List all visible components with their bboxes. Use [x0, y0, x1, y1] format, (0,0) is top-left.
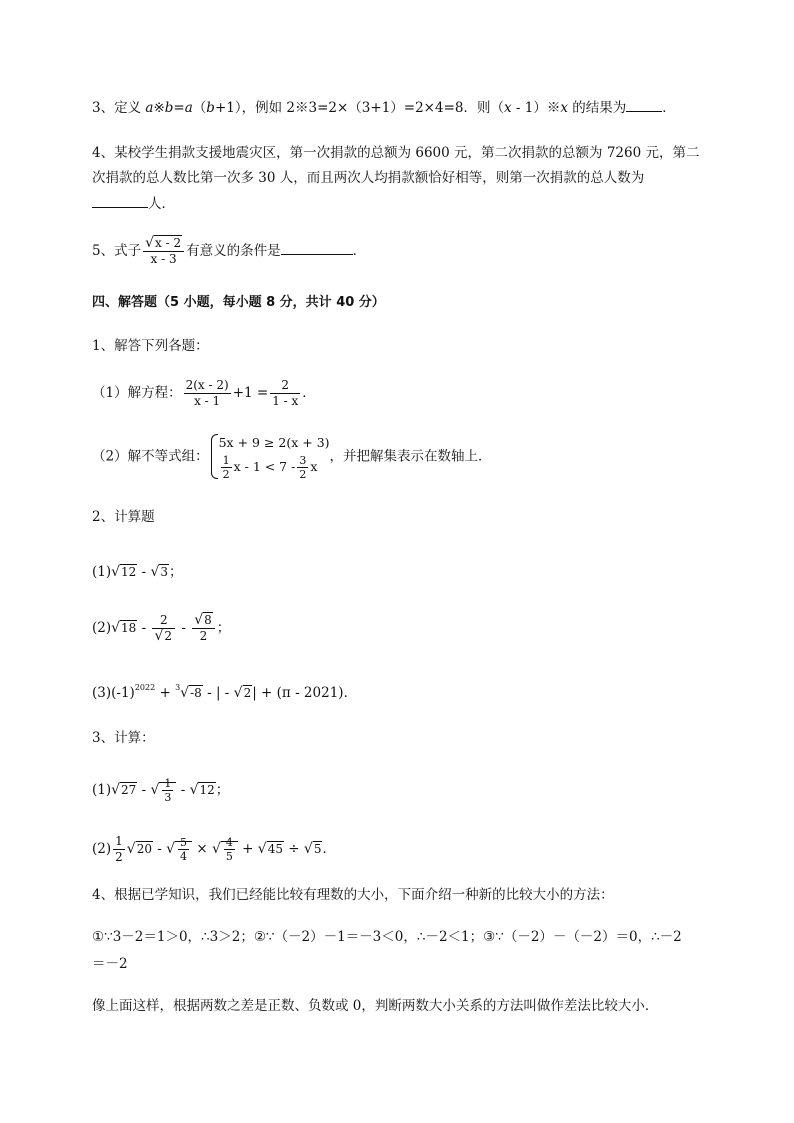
p2-3-radicand: -8	[190, 686, 202, 700]
q5-end: ．	[352, 243, 367, 259]
q3-answer-blank[interactable]	[626, 99, 662, 112]
question-5	[92, 236, 366, 267]
p2-3-exponent: 2022	[134, 683, 156, 692]
p3-2-half-num: 1	[115, 834, 123, 848]
p2-2-num-1: 2	[152, 613, 175, 629]
row2-end: x	[310, 459, 318, 474]
q3-var-x: x	[560, 100, 568, 116]
question-3	[92, 98, 676, 118]
p2-3-plus: +	[155, 685, 176, 701]
p3-2-half-den: 2	[115, 850, 123, 864]
problem-4-line-3: ＝－2	[92, 956, 128, 972]
p3-1-label: (1)	[92, 782, 112, 798]
p1a-num-2: 2	[270, 378, 300, 394]
q3-text-3: - 1）※	[511, 100, 561, 116]
problem-4-line-2: ①∵3－2＝1＞0，∴3＞2；②∵（－2）－1＝－3＜0，∴－2＜1；③∵（－2）－（－2）＝0，∴－2	[92, 929, 682, 945]
problem-2-item-1: (1)√12 - √3；	[92, 564, 183, 580]
q5-answer-blank[interactable]	[281, 242, 353, 255]
p2-2-end: ；	[216, 620, 231, 636]
p3-1-end: ；	[215, 782, 230, 798]
q3-number: 3、	[92, 100, 115, 116]
q4-line-1: 4、某校学生捐款支援地震灾区，第一次捐款的总额为 6600 元，第二次捐款的总额为 7260 元，第二	[92, 145, 700, 161]
p3-2-radicand-5: 5	[313, 842, 322, 856]
problem-4-head: 4、根据已学知识，我们已经能比较有理数的大小，下面介绍一种新的比较大小的方法：	[92, 887, 614, 903]
q3-plus: +1），	[214, 100, 256, 116]
p2-2-label: (2)	[92, 620, 112, 636]
p3-1-frac	[162, 777, 173, 804]
p3-1-radicand-1: 27	[121, 783, 137, 797]
problem-3-head: 3、计算：	[92, 730, 155, 746]
p3-2-plus: +	[237, 841, 258, 857]
p1a-num-1: 2(x - 2)	[185, 378, 229, 392]
p3-2-frac-3	[224, 836, 235, 863]
p3-1-minus: -	[137, 782, 151, 798]
p3-1-num: 1	[164, 777, 172, 790]
p2-1-end: ；	[169, 564, 183, 580]
q5-fraction: $\frac{√x - 2}{x - 3}$	[143, 236, 184, 267]
p3-2-num-3: 4	[225, 836, 233, 849]
p2-3-radicand-2: 2	[243, 686, 252, 700]
p1a-label: （1）解方程：	[92, 385, 182, 401]
p3-2-times: ×	[192, 841, 212, 857]
p2-3-label: (3)	[92, 685, 112, 701]
problem-4-line-4: 像上面这样，根据两数之差是正数、负数或 0，判断两数大小关系的方法叫做作差法比较大小．	[92, 998, 659, 1014]
p2-2-minus: -	[137, 620, 151, 636]
p1b-suffix: ，并把解集表示在数轴上．	[329, 448, 492, 465]
inequality-system	[209, 432, 330, 481]
p2-3-tail: | + (π - 2021)	[252, 685, 344, 701]
p3-2-frac-2	[178, 836, 189, 863]
q3-var: a	[184, 100, 193, 116]
p2-1-label: (1)	[92, 564, 112, 580]
p2-2-frac-2: $\frac{√8}{2}$	[192, 613, 215, 644]
q3-var-x: x	[503, 100, 512, 116]
p3-1-minus-2: -	[176, 782, 190, 798]
row2-num-2: 3	[299, 454, 307, 467]
p2-2-den-2: 2	[199, 629, 208, 643]
problem-2-item-3: $(3)(-1)^{2022} + ^3√-8$ - | - √2| + (π - 2021)．	[92, 683, 358, 701]
p1a-frac-1	[184, 378, 231, 409]
p2-2-den-1: 2	[164, 629, 173, 643]
problem-3-item-2: (2) $\frac{1}{2}$ √20 - √ $\frac{5}{4}$ × √ $\frac{4}{5}$ + √45 ÷ √5．	[92, 834, 336, 864]
p2-3-root-index: 3	[175, 683, 181, 692]
p3-2-frac-half	[113, 834, 125, 865]
p1a-end: ．	[302, 385, 316, 401]
p2-3-mid: - | -	[202, 685, 234, 701]
problem-1b	[92, 432, 492, 481]
p1a-frac-2	[270, 378, 300, 409]
q3-var: b	[206, 100, 215, 116]
q3-eq: =	[173, 100, 185, 116]
system-row-2	[219, 454, 330, 481]
row2-mid: x - 1 < 7 -	[233, 459, 296, 474]
q5-prefix: 5、式子	[92, 243, 142, 259]
p1b-label: （2）解不等式组：	[92, 448, 209, 465]
row2-den-2: 2	[299, 468, 307, 481]
p2-3-end: ．	[343, 685, 358, 701]
p2-3-base: (-1)	[111, 685, 135, 701]
p3-2-end: ．	[322, 841, 336, 857]
q3-end: ．	[662, 100, 676, 116]
p3-2-div: ÷	[283, 841, 304, 857]
p3-2-den-2: 4	[180, 850, 188, 863]
p3-2-label: (2)	[92, 841, 112, 857]
q5-denominator: x - 3	[150, 252, 177, 266]
q3-var: a	[145, 100, 154, 116]
row2-num-1: 1	[222, 454, 230, 467]
problem-2-head: 2、计算题	[92, 509, 155, 525]
p3-1-radicand-2: 12	[199, 783, 215, 797]
p2-1-minus: -	[137, 564, 151, 580]
problem-1-head: 1、解答下列各题：	[92, 338, 209, 354]
p2-2-minus-2: -	[177, 620, 191, 636]
q4-answer-blank[interactable]	[92, 195, 148, 208]
q3-paren: （	[192, 100, 207, 116]
p1a-mid: +1 =	[232, 385, 269, 401]
row2-den-1: 2	[222, 468, 230, 481]
p2-2-radicand: 18	[121, 621, 137, 635]
problem-3-item-1: (1)√27 - √ $\frac{1}{3}$ - √12；	[92, 777, 230, 804]
q5-numerator: x - 2	[155, 236, 182, 250]
row2-frac-2	[297, 454, 308, 481]
p1a-den-2: 1 - x	[272, 394, 299, 408]
p3-2-den-3: 5	[225, 850, 233, 863]
q3-text-1: 定义	[114, 100, 142, 116]
p2-1-radicand-1: 12	[121, 565, 137, 579]
q3-symbol: ※	[153, 100, 165, 116]
section-4-title: 四、解答题（5 小题，每小题 8 分，共计 40 分）	[92, 295, 385, 310]
p2-2-frac-1: $\frac{2}{√2}$	[152, 613, 175, 644]
q4-line-2: 次捐款的总人数比第一次多 30 人，而且两次人均捐款额恰好相等，则第一次捐款的总人数为	[92, 170, 645, 186]
row2-frac-1	[221, 454, 232, 481]
q5-suffix: 有意义的条件是	[186, 243, 281, 259]
q4-suffix: 人．	[148, 196, 175, 212]
p2-2-num-2: 8	[204, 613, 212, 627]
p3-2-radicand-4: 45	[267, 842, 283, 856]
p1a-den-1: x - 1	[194, 394, 221, 408]
q3-text-4: 的结果为	[567, 100, 627, 116]
p3-1-den: 3	[164, 791, 172, 804]
problem-1a	[92, 378, 316, 409]
problem-2-item-2: (2)√18 - $\frac{2}{√2}$ - $\frac{√8}{2}$ ；	[92, 612, 231, 644]
q4-line-3	[92, 194, 175, 214]
q3-var: b	[164, 100, 174, 116]
p3-2-minus: -	[152, 841, 167, 857]
system-row-1: 5x + 9 ≥ 2(x + 3)	[218, 435, 330, 450]
p3-2-radicand-1: 20	[136, 842, 152, 856]
p2-1-radicand-2: 3	[160, 565, 169, 579]
q3-text-2: 例如 2※3=2×（3+1）=2×4=8．则（	[255, 100, 504, 116]
p3-2-num-2: 5	[180, 836, 188, 849]
